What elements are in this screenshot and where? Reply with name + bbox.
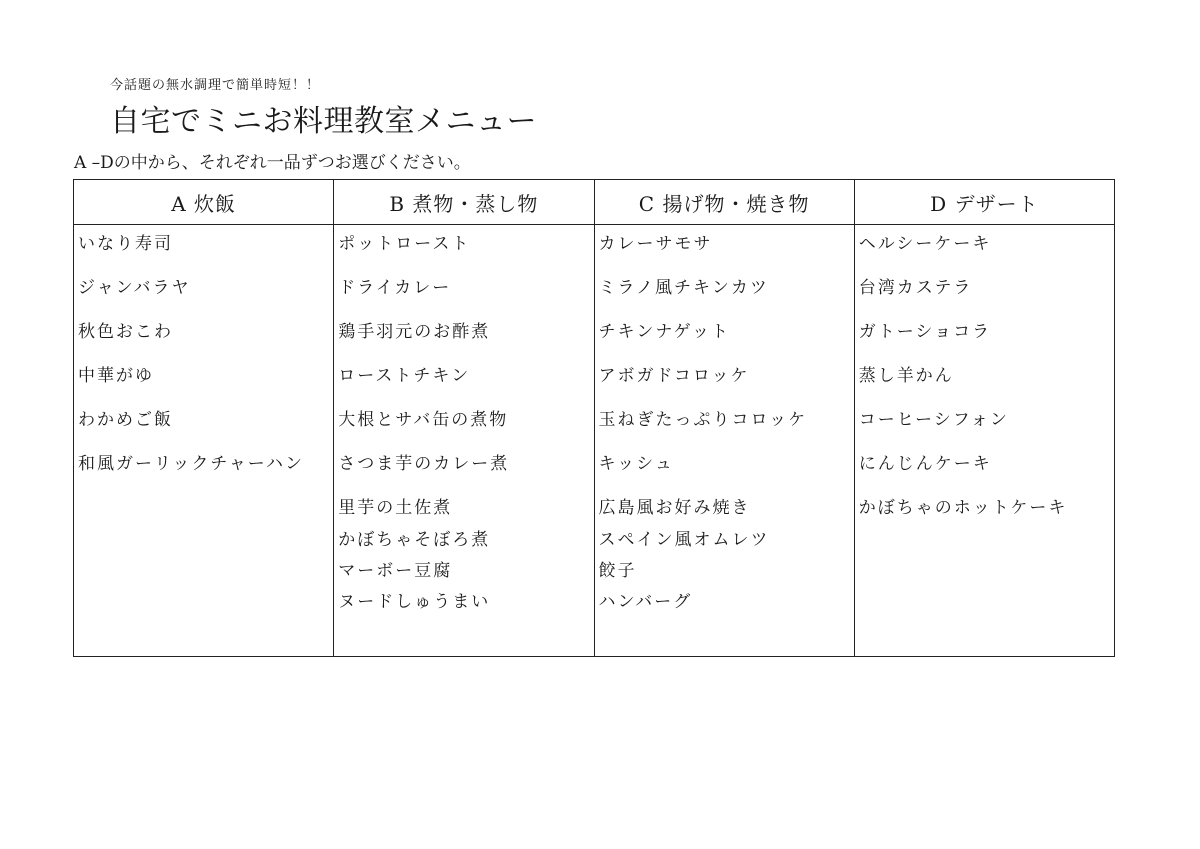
menu-item: ポットロースト bbox=[338, 234, 471, 254]
menu-item: ガトーショコラ bbox=[858, 322, 992, 342]
menu-item: ジャンバラヤ bbox=[78, 278, 191, 298]
menu-column-b bbox=[334, 180, 594, 656]
menu-item: いなり寿司 bbox=[78, 234, 173, 254]
menu-item: ヌードしゅうまい bbox=[338, 592, 491, 612]
column-header-d: D デザート bbox=[855, 180, 1114, 225]
menu-item: 鶏手羽元のお酢煮 bbox=[338, 322, 491, 342]
menu-item: 玉ねぎたっぷりコロッケ bbox=[598, 410, 808, 430]
tagline: 今話題の無水調理で簡単時短！！ bbox=[110, 78, 321, 93]
column-header-a: A 炊飯 bbox=[74, 180, 333, 225]
menu-item: にんじんケーキ bbox=[858, 454, 992, 474]
menu-item: チキンナゲット bbox=[598, 322, 730, 342]
menu-item: キッシュ bbox=[598, 454, 674, 474]
menu-item: コーヒーシフォン bbox=[858, 410, 1009, 430]
menu-item: 餃子 bbox=[598, 561, 637, 581]
menu-column-c bbox=[595, 180, 855, 656]
menu-item: さつま芋のカレー煮 bbox=[338, 454, 510, 474]
menu-item: ヘルシーケーキ bbox=[858, 234, 992, 254]
menu-item: ハンバーグ bbox=[598, 592, 693, 612]
menu-column-a bbox=[74, 180, 334, 656]
column-header-b: B 煮物・蒸し物 bbox=[334, 180, 593, 225]
menu-item: かぼちゃのホットケーキ bbox=[858, 498, 1068, 518]
menu-item: カレーサモサ bbox=[598, 234, 713, 254]
menu-item: ドライカレー bbox=[338, 278, 452, 298]
menu-item: かぼちゃそぼろ煮 bbox=[338, 530, 491, 550]
menu-column-d bbox=[855, 180, 1114, 656]
menu-item: 和風ガーリックチャーハン bbox=[78, 454, 304, 474]
menu-table bbox=[73, 179, 1115, 657]
page-title: 自宅でミニお料理教室メニュー bbox=[110, 104, 537, 139]
menu-item: アボガドコロッケ bbox=[598, 366, 750, 386]
menu-item: マーボー豆腐 bbox=[338, 561, 453, 581]
column-header-c: C 揚げ物・焼き物 bbox=[595, 180, 854, 225]
menu-item: ローストチキン bbox=[338, 366, 471, 386]
menu-item: ミラノ風チキンカツ bbox=[598, 278, 769, 298]
menu-item: 中華がゆ bbox=[78, 366, 154, 386]
menu-item: スペイン風オムレツ bbox=[598, 530, 770, 550]
menu-item: 蒸し羊かん bbox=[858, 366, 954, 386]
instruction-text: A –Dの中から、それぞれ一品ずつお選びください。 bbox=[74, 153, 471, 173]
menu-item: 大根とサバ缶の煮物 bbox=[338, 410, 509, 430]
menu-item: 広島風お好み焼き bbox=[598, 498, 751, 518]
menu-item: わかめご飯 bbox=[78, 410, 173, 430]
menu-item: 台湾カステラ bbox=[858, 278, 973, 298]
menu-item: 秋色おこわ bbox=[78, 322, 173, 342]
menu-item: 里芋の土佐煮 bbox=[338, 498, 453, 518]
